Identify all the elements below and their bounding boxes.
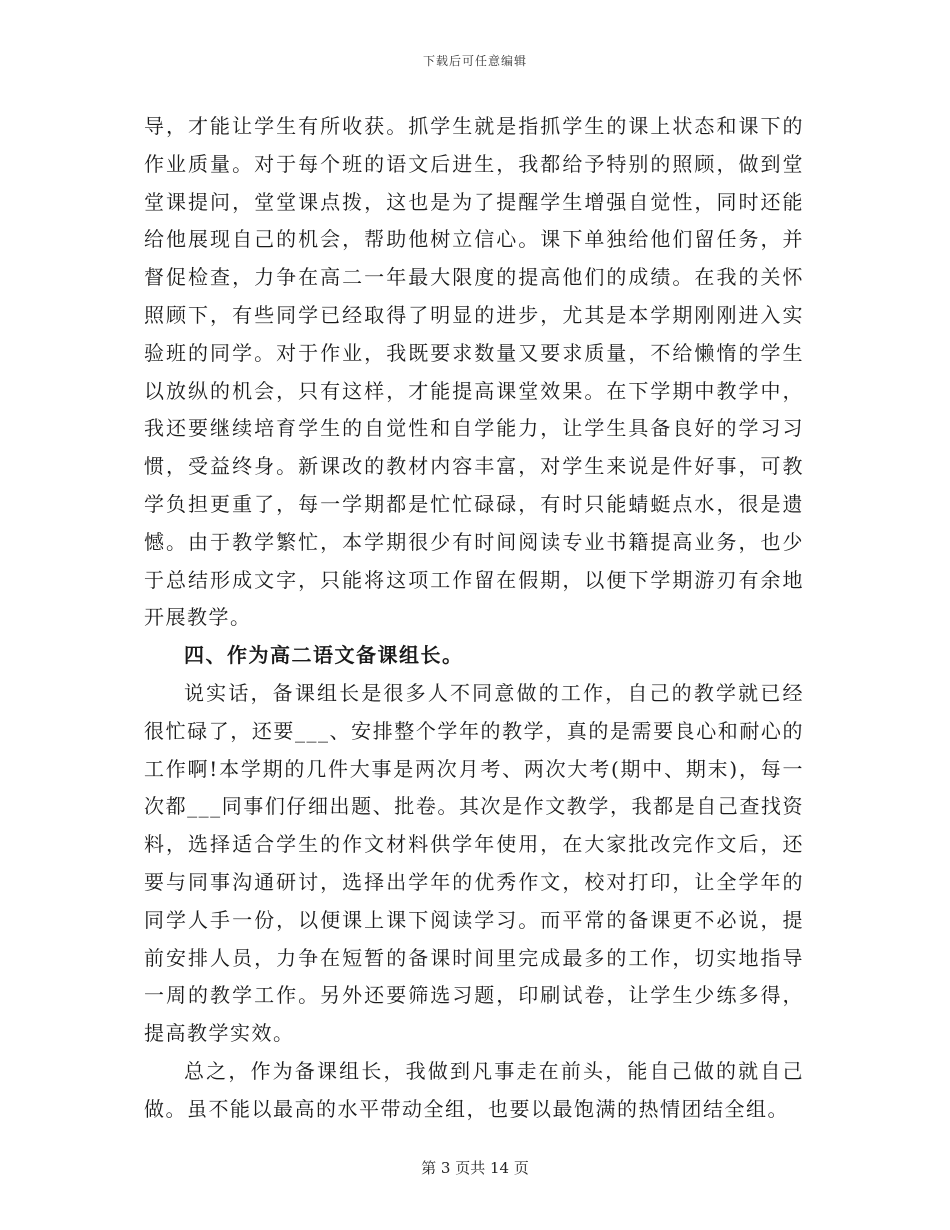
page-header: 下载后可任意编辑	[422, 54, 527, 68]
paragraph-summary: 总之，作为备课组长，我做到凡事走在前头，能自己做的就自己做。虽不能以最高的水平带动全组，也要以最饱满的热情团结全组。	[144, 1058, 804, 1121]
page-number: 第 3 页共 14 页	[421, 1159, 529, 1177]
section-heading: 四、作为高二语文备课组长。	[184, 643, 464, 668]
paragraph-lesson-group: 说实话，备课组长是很多人不同意做的工作，自己的教学就已经很忙碌了，还要___、安排整个学年的教学，真的是需要良心和耐心的工作啊!本学期的几件大事是两次月考、两次大考(期中、期末)，每一次都___同事们仔细出题、批卷。其次是作文教学，我都是自己查找资料，选择适合学生的作文材料供学年使用，在大家批改完作文后，还要与同事沟通研讨，选择出学年的优秀作文，校对打印，让全学年的同学人手一份，以便课上课下阅读学习。而平常的备课更不必说，提前安排人员，力争在短暂的备课时间里完成最多的工作，切实地指导一周的教学工作。另外还要筛选习题，印刷试卷，让学生少练多得，提高教学实效。	[144, 680, 804, 1046]
paragraph-continued: 导，才能让学生有所收获。抓学生就是指抓学生的课上状态和课下的作业质量。对于每个班的语文后进生，我都给予特别的照顾，做到堂堂课提问，堂堂课点拨，这也是为了提醒学生增强自觉性，同时还能给他展现自己的机会，帮助他树立信心。课下单独给他们留任务，并督促检查，力争在高二一年最大限度的提高他们的成绩。在我的关怀照顾下，有些同学已经取得了明显的进步，尤其是本学期刚刚进入实验班的同学。对于作业，我既要求数量又要求质量，不给懒惰的学生以放纵的机会，只有这样，才能提高课堂效果。在下学期中教学中，我还要继续培育学生的自觉性和自学能力，让学生具备良好的学习习惯，受益终身。新课改的教材内容丰富，对学生来说是件好事，可教学负担更重了，每一学期都是忙忙碌碌，有时只能蜻蜓点水，很是遗憾。由于教学繁忙，本学期很少有时间阅读专业书籍提高业务，也少于总结形成文字，只能将这项工作留在假期，以便下学期游刃有余地开展教学。	[144, 114, 804, 630]
document-body	[144, 108, 804, 1129]
